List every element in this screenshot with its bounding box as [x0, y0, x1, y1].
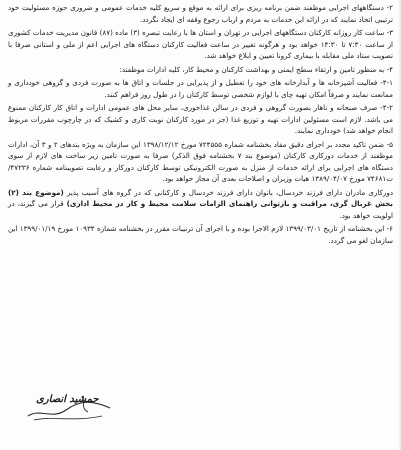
paragraph-text: فعالیت آشپزخانه ها و آبدارخانه های خود را تعطیل و از پذیرایی در جلسات و اتاق ها به صورت فردی و گروهی خودداری و ممانعت نمایند و صرفاً امکان تهیه چای با لوازم شخصی توسط کارکنان را در طول روز فراهم کنند.	[8, 78, 393, 99]
paragraph-4-2	[8, 102, 393, 137]
paragraph-text: دستگاههای اجرایی موظفند ضمن برنامه ریزی برای ارائه به موقع و سریع کلیه خدمات عمومی و ضروری حوزه مسئولیت خود ترتیبی اتخاذ نمایند که در ارائه این خدمات به مردم و ارباب رجوع وقفه ای ایجاد نگردد.	[8, 3, 393, 24]
paragraph-text: ضمن تاکید مجدد بر اجرای دقیق مفاد بخشنامه شماره ۷۲۴۵۵۵ مورخ ۱۳۹۸/۱۲/۱۲ این سازمان به ویژه بندهای ۲ و ۳ آن، ادارات موظفند از خدمات دورکاری کارکنان (موضوع بند ۷ بخشنامه فوق الذکر) صرفا به صورت تامین زیر ساخت های لازم از سوی دستگاه های اجرایی برای ارائه خدمات از منزل به صورت الکترونیکی توسط کارکنان دورکار و رعایت تصویبنامه شماره ۴۷۲۳۶/ت۷۴۶۸۱ مورخ ۱۳۸۹/۰۴/۰۷ هیات وزیران و اصلاحات بعدی آن مجاز خواهد بود.	[8, 139, 394, 183]
paragraph-text: دورکاری مادران دارای فرزند خردسال، بانوان دارای فرزند خردسال و کارکنانی که در گروه های آسیب پذیر	[66, 187, 393, 197]
signature-block	[22, 386, 120, 426]
paragraph-text: به منظور تامین و ارتقاء سطح ایمنی و بهداشت کارکنان و محیط کار، کلیه ادارات موظفند:	[119, 64, 385, 74]
paragraph-bold-text: (موضوع بند (۲) بخش غربال گری، مراقبت و بازتوانی راهنمای الزامات سلامت محیط و کار در محیط اداری)	[8, 187, 393, 208]
paragraph-text: این بخشنامه از تاریخ ۱۳۹۹/۰۳/۰۱ لازم الاجرا بوده و با اجرای آن ترتیبات مقرر در بخشنامه شماره ۱۰۹۳۴ مورخ ۱۳۹۹/۰۱/۱۹ این سازمان لغو می گردد.	[8, 224, 393, 245]
paragraph-number: ۳-	[386, 28, 393, 37]
paragraph-5	[8, 139, 393, 185]
paragraph-3	[8, 27, 393, 62]
paragraph-number: ۵-	[386, 139, 393, 149]
signatory-name: جمشید انصاری	[36, 394, 99, 405]
paragraph-2	[8, 2, 393, 25]
paragraph-number: ۴-۲-	[380, 103, 393, 112]
signature-scribble	[22, 386, 120, 426]
paragraph-6	[8, 223, 393, 246]
paragraph-tail-text: قرار می گیرند، در اولویت خواهد بود.	[8, 199, 393, 220]
paragraph-text: ساعت کار روزانه کارکنان دستگاههای اجرایی در تهران و استان ها با رعایت تبصره (۳) ماده (۸۷) قانون مدیریت خدمات کشوری از ساعت ۷:۳۰ تا ۱۴:۳۰ خواهد بود و هرگونه تغییر در ساعت فعالیت کارکنان دستگاه های اجرایی اعم از ملی و استانی صرفا با تصویب ستاد ملی مقابله با بیماری کرونا تعیین و ابلاغ خواهد شد.	[8, 28, 394, 60]
paragraph-number: ۲-	[386, 3, 393, 12]
circular-body	[8, 2, 393, 248]
paragraph-4-1	[8, 77, 393, 100]
paragraph-text: صرف صبحانه و ناهار بصورت گروهی و فردی در سالن غذاخوری، سایر محل های عمومی ادارات و اتاق کار کارکنان ممنوع می باشد. لازم است مسئولین ادارات تهیه و توزیع غذا (جز در مورد کارکنان نوبت کاری و کشیک که در چارچوب مقررات مربوط انجام خواهد شد) خودداری نمایند.	[8, 103, 393, 135]
paragraph-number: ۴-	[386, 64, 393, 74]
paragraph-number: ۴-۱-	[380, 78, 393, 87]
paragraph-number: ۶-	[386, 224, 393, 233]
paragraph-4	[8, 64, 393, 76]
paragraph-5-priority	[8, 187, 393, 222]
